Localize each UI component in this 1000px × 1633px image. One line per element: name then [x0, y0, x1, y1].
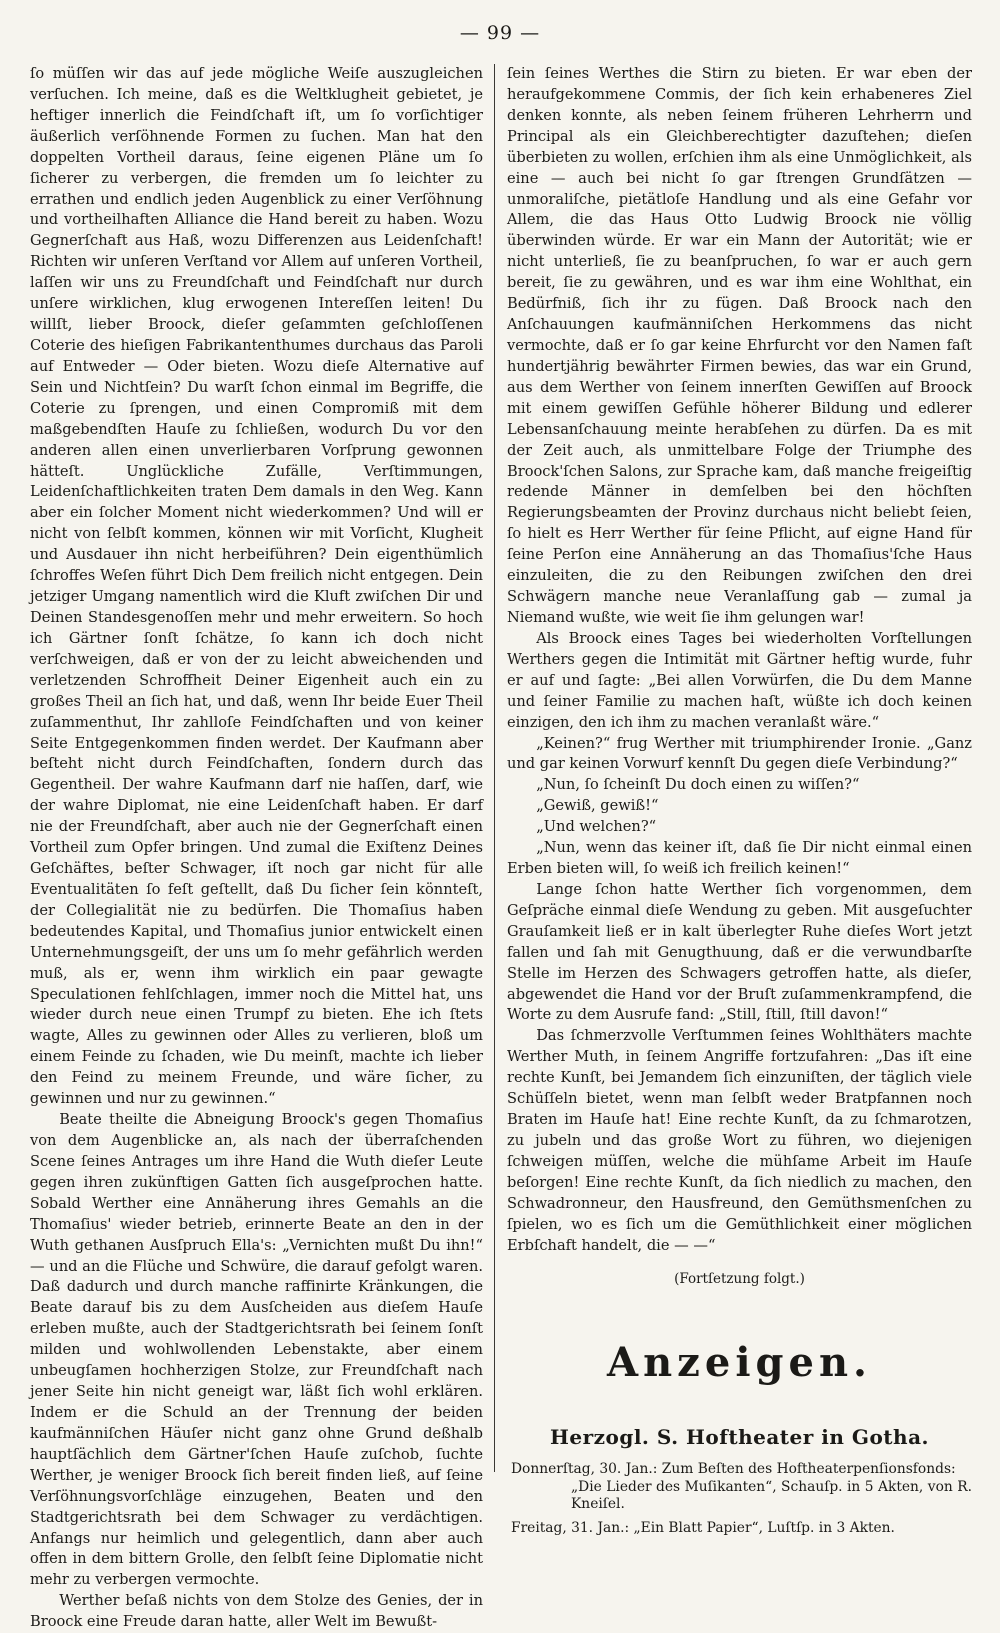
right-paragraph-3: „Keinen?“ frug Werther mit triumphirender Ironie. „Ganz und gar keinen Vorwurf kennſt Du gegen dieſe Verbindung?“	[507, 734, 972, 773]
notices-heading: Anzeigen.	[607, 1339, 872, 1387]
left-paragraph-3: Werther beſaß nichts von dem Stolze des Genies, der in Broock eine Freude daran hatte, aller Welt im Bewußt-	[30, 1592, 483, 1631]
right-paragraph-1: ſein ſeines Werthes die Stirn zu bieten. Er war eben der heraufgekommene Commis, der ſich kein erhabeneres Ziel denken konnte, als neben ſeinem früheren Lehrherrn und Principal als ein Gleichberechtigter dazuſtehen; dieſen überbieten zu wollen, erſchien ihm als eine Unmöglichkeit, als eine — auch bei nicht ſo gar ſtrengen Grundſätzen — unmoraliſche, pietätloſe Handlung und als eine Gefahr vor Allem, die das Haus Otto Ludwig Broock nie völlig überwinden würde. Er war ein Mann der Autorität; wie er nicht unterließ, ſie zu beanſpruchen, ſo war er auch gern bereit, ſie zu gewähren, und es war ihm eine Wohlthat, ein Bedürfniß, ſich ihr zu fügen. Daß Broock nach den Anſchauungen kaufmänniſchen Herkommens das nicht vermochte, daß er ſo gar keine Ehrfurcht vor den Namen faſt hundertjährig bewährter Firmen bewies, das war ein Grund, aus dem Werther von ſeinem innerſten Gewiſſen auf Broock mit einem gewiſſen Gefühle höherer Bildung und edlerer Lebensanſchauung meinte herabſehen zu dürfen. Da es mit der Zeit auch, als unmittelbare Folge der Triumphe des Broock'ſchen Salons, zur Sprache kam, daß manche freigeiſtig redende Männer in demſelben bei den höchſten Regierungsbeamten der Provinz durchaus nicht beliebt ſeien, ſo hielt es Herr Werther für ſeine Pflicht, auf eigne Hand für ſeine Perſon eine Annäherung an das Thomaſius'ſche Haus einzuleiten, die zu den Reibungen zwiſchen den drei Schwägern manche neue Veranlaſſung gab — zumal ja Niemand wußte, wie weit ſie ihm gelungen war!	[507, 65, 972, 626]
left-paragraph-2: Beate theilte die Abneigung Broock's gegen Thomaſius von dem Augenblicke an, als nach der überraſchenden Scene ſeines Antrages um ihre Hand die Wuth dieſer Leute gegen ihren zukünftigen Gatten ſich ausgeſprochen hatte. Sobald Werther eine Annäherung ihres Gemahls an die Thomaſius' wieder betrieb, erinnerte Beate an den in der Wuth gethanen Ausſpruch Ella's: „Vernichten mußt Du ihn!“ — und an die Flüche und Schwüre, die darauf gefolgt waren. Daß dadurch und durch manche raffinirte Kränkungen, die Beate darauf bis zu dem Ausſcheiden aus dieſem Hauſe erleben mußte, auch der Stadtgerichtsrath bei ſeinem ſonſt milden und wohlwollenden Lebenstakte, aber einem unbeugſamen hochherzigen Stolze, zur Freundſchaft nach jener Seite hin nicht geneigt war, läßt ſich wohl erklären. Indem er die Schuld an der Trennung der beiden kaufmänniſchen Häuſer nicht ganz ohne Grund deßhalb hauptſächlich dem Gärtner'ſchen Hauſe zuſchob, ſuchte Werther, je weniger Broock ſich bereit finden ließ, auf ſeine Verſöhnungsvorſchläge einzugehen, Beaten und den Stadtgerichtsrath bei dem Schwager zu verdächtigen. Anfangs nur heimlich und gelegentlich, dann aber auch offen in dem bittern Grolle, den ſelbſt ſeine Diplomatie nicht mehr zu verbergen vermochte.	[30, 1111, 483, 1589]
notice-entry-continuation: „Die Lieder des Muſikanten“, Schauſp. in 5 Akten, von R. Kneiſel.	[571, 1478, 972, 1513]
notice-entry-line: Donnerſtag, 30. Jan.: Zum Beſten des Hoftheaterpenſionsfonds:	[511, 1461, 956, 1478]
left-column	[30, 64, 483, 1633]
notice-entry	[507, 1520, 972, 1538]
right-paragraph-9: Das ſchmerzvolle Verſtummen ſeines Wohlthäters machte Werther Muth, in ſeinem Angriffe fortzufahren: „Das iſt eine rechte Kunſt, bei Jemandem ſich einzuniſten, der täglich viele Schüſſeln bietet, wenn man ſelbſt weder Bratpfannen noch Braten im Hauſe hat! Eine rechte Kunſt, da zu ſchmarotzen, zu jubeln und das große Wort zu führen, wo diejenigen ſchweigen müſſen, welche die mühſame Arbeit im Hauſe beſorgen! Eine rechte Kunſt, da ſich niedlich zu machen, den Schwadronneur, den Hausfreund, den Gemüthsmenſchen zu ſpielen, wo es ſich um die Gemüthlichkeit einer möglichen Erbſchaft handelt, die — —“	[507, 1027, 972, 1254]
left-paragraph-1: ſo müſſen wir das auf jede mögliche Weiſe auszugleichen verſuchen. Ich meine, daß es die Weltklugheit gebietet, je heftiger innerlich die Feindſchaft iſt, um ſo vorſichtiger äußerlich verſöhnende Formen zu ſuchen. Man hat den doppelten Vortheil daraus, ſeine eigenen Pläne um ſo ſicherer zu verbergen, die fremden um ſo leichter zu errathen und endlich jeden Augenblick zu einer Verſöhnung und vortheilhaften Alliance die Hand bereit zu haben. Wozu Gegnerſchaft aus Haß, wozu Differenzen aus Leidenſchaft! Richten wir unſeren Verſtand vor Allem auf unſeren Vortheil, laſſen wir uns zu Freundſchaft und Feindſchaft nur durch unſere wirklichen, klug erwogenen Intereſſen leiten! Du willſt, lieber Broock, dieſer geſammten geſchloſſenen Coterie des hieſigen Fabrikantenthumes durchaus das Paroli auf Entweder — Oder bieten. Wozu dieſe Alternative auf Sein und Nichtſein? Du warſt ſchon einmal im Begriffe, die Coterie zu ſprengen, und einen Compromiß mit dem maßgebendſten Hauſe zu ſchließen, wodurch Du vor den anderen allen einen unverlierbaren Vorſprung gewonnen hätteſt. Unglückliche Zufälle, Verſtimmungen, Leidenſchaftlichkeiten traten Dem damals in den Weg. Kann aber ein ſolcher Moment nicht wiederkommen? Und will er nicht von ſelbſt kommen, können wir mit Vorſicht, Klugheit und Ausdauer ihn nicht herbeiführen? Dein eigenthümlich ſchroffes Weſen führt Dich Dem freilich nicht entgegen. Dein jetziger Umgang namentlich wird die Kluft zwiſchen Dir und Deinen Standesgenoſſen mehr und mehr erweitern. So hoch ich Gärtner ſonſt ſchätze, ſo kann ich doch nicht verſchweigen, daß er von der zu leicht abweichenden und verletzenden Schroffheit Deiner Eigenheit auch ein zu großes Theil an ſich hat, und daß, wenn Ihr beide Euer Theil zuſammenthut, Ihr zahlloſe Feindſchaften und von keiner Seite Entgegenkommen finden werdet. Der Kaufmann aber beſteht nicht durch Feindſchaften, ſondern durch das Gegentheil. Der wahre Kaufmann darf nie haſſen, darf, wie der wahre Diplomat, nie eine Leidenſchaft haben. Er darf nie der Freundſchaft, aber auch nie der Gegnerſchaft einen Vortheil zum Opfer bringen. Und zumal die Exiſtenz Deines Geſchäftes, beſter Schwager, iſt noch gar nicht für alle Eventualitäten ſo feſt geſtellt, daß Du ſicher ſein könnteſt, der Collegialität nie zu bedürfen. Die Thomaſius haben bedeutendes Kapital, und Thomaſius junior entwickelt einen Unternehmungsgeiſt, der uns um ſo mehr gefährlich werden muß, als er, wenn ihm wirklich ein paar gewagte Speculationen fehlſchlagen, immer noch die Mittel hat, uns wieder durch neue einen Trumpf zu bieten. Ehe ich ſtets wagte, Alles zu gewinnen oder Alles zu verlieren, bloß um einem Feinde zu ſchaden, wie Du meinſt, machte ich lieber den Feind zu meinem Freunde, und wäre ſicher, zu gewinnen und nur zu gewinnen.“	[30, 65, 483, 1108]
right-paragraph-7: „Nun, wenn das keiner iſt, daß ſie Dir nicht einmal einen Erben bieten will, ſo weiß ich freilich keinen!“	[507, 839, 972, 878]
right-paragraph-5: „Gewiß, gewiß!“	[536, 797, 659, 815]
right-paragraph-8: Lange ſchon hatte Werther ſich vorgenommen, dem Geſpräche einmal dieſe Wendung zu geben. Mit ausgeſuchter Grauſamkeit ließ er in kalt überlegter Ruhe dieſes Wort jetzt fallen und ſah mit Genugthuung, daß er die verwundbarſte Stelle im Herzen des Schwagers getroffen hatte, als dieſer, abgewendet die Hand vor der Bruſt zuſammenkrampfend, die Worte zu dem Ausrufe fand: „Still, ſtill, ſtill davon!“	[507, 880, 972, 1024]
notice-entry	[507, 1461, 972, 1514]
notice-entry-line: Freitag, 31. Jan.: „Ein Blatt Papier“, Luſtſp. in 3 Akten.	[511, 1519, 895, 1536]
right-paragraph-4: „Nun, ſo ſcheinſt Du doch einen zu wiſſen?“	[536, 776, 860, 794]
to-be-continued-note: (Fortſetzung folgt.)	[674, 1270, 805, 1287]
right-column	[507, 64, 972, 1543]
right-paragraph-2: Als Broock eines Tages bei wiederholten Vorſtellungen Werthers gegen die Intimität mit Gärtner heftig wurde, fuhr er auf und ſagte: „Bei allen Vorwürfen, die Du dem Manne und ſeiner Familie zu machen haſt, wüßte ich doch keinen einzigen, den ich ihm zu machen veranlaßt wäre.“	[507, 629, 972, 731]
page-number: — 99 —	[459, 22, 541, 44]
column-divider	[494, 64, 495, 1472]
theatre-name: Herzogl. S. Hoftheater in Gotha.	[549, 1425, 929, 1450]
right-paragraph-6: „Und welchen?“	[536, 818, 657, 836]
